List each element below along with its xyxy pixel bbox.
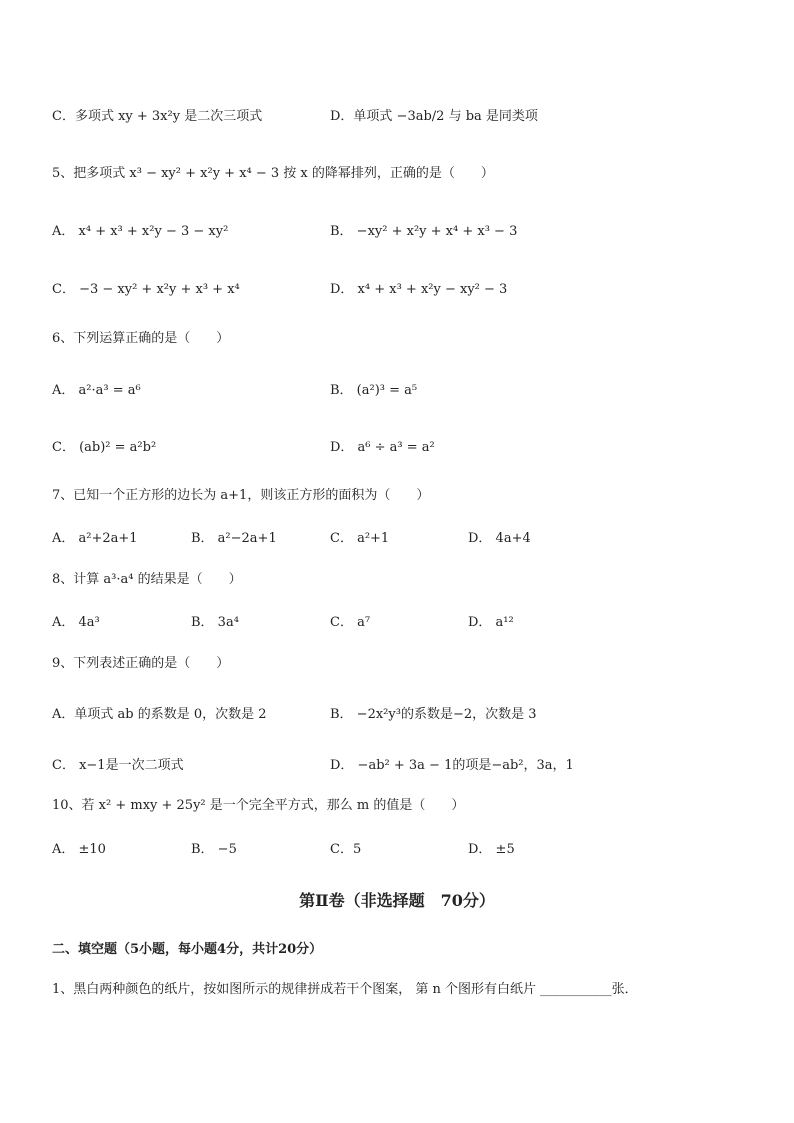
q6-option-d: D． a⁶ ÷ a³ = a² — [330, 440, 435, 455]
q10-option-b: B． −5 — [191, 842, 237, 857]
q7-option-a: A． a²+2a+1 — [52, 531, 138, 546]
q5-option-b: B． −xy² + x²y + x⁴ + x³ − 3 — [330, 224, 518, 239]
q5-option-d: D． x⁴ + x³ + x²y − xy² − 3 — [330, 282, 508, 297]
q4-option-d: D．单项式 −3ab/2 与 ba 是同类项 — [330, 109, 538, 124]
q7-option-d: D． 4a+4 — [468, 531, 531, 546]
q10-option-d: D． ±5 — [468, 842, 515, 857]
q5-option-c: C． −3 − xy² + x²y + x³ + x⁴ — [52, 282, 240, 297]
part-2-title: 第Ⅱ卷（非选择题 70分） — [299, 891, 495, 910]
q8-option-b: B． 3a⁴ — [191, 615, 239, 630]
q7-stem: 7、已知一个正方形的边长为 a+1，则该正方形的面积为（ ） — [52, 488, 430, 503]
q10-option-a: A． ±10 — [52, 842, 106, 857]
q10-stem: 10、若 x² + mxy + 25y² 是一个完全平方式，那么 m 的值是（ ） — [52, 798, 465, 813]
q9-stem: 9、下列表述正确的是（ ） — [52, 656, 230, 671]
q9-option-c: C． x−1是一次二项式 — [52, 758, 184, 773]
q9-option-d: D． −ab² + 3a − 1的项是−ab²，3a，1 — [330, 758, 574, 773]
q6-option-b: B． (a²)³ = a⁵ — [330, 383, 418, 398]
q8-option-a: A． 4a³ — [52, 615, 100, 630]
q5-option-a: A． x⁴ + x³ + x²y − 3 − xy² — [52, 224, 229, 239]
q10-option-c: C．5 — [330, 842, 362, 857]
q8-option-d: D． a¹² — [468, 615, 514, 630]
q5-stem: 5、把多项式 x³ − xy² + x²y + x⁴ − 3 按 x 的降幂排列，正确的是（ ） — [52, 166, 494, 181]
fill-in-section-heading: 二、填空题（5小题，每小题4分，共计20分） — [52, 942, 323, 957]
q8-stem: 8、计算 a³·a⁴ 的结果是（ ） — [52, 572, 242, 587]
q6-option-a: A． a²·a³ = a⁶ — [52, 383, 141, 398]
q7-option-b: B． a²−2a+1 — [191, 531, 277, 546]
q8-option-c: C． a⁷ — [330, 615, 371, 630]
q6-stem: 6、下列运算正确的是（ ） — [52, 331, 230, 346]
q9-option-b: B． −2x²y³的系数是−2，次数是 3 — [330, 707, 537, 722]
fill-in-question-1: 1、黑白两种颜色的纸片，按如图所示的规律拼成若干个图案， 第 n 个图形有白纸片 ___________张． — [52, 982, 638, 997]
q7-option-c: C． a²+1 — [330, 531, 390, 546]
q6-option-c: C． (ab)² = a²b² — [52, 440, 157, 455]
q9-option-a: A．单项式 ab 的系数是 0，次数是 2 — [52, 707, 267, 722]
q4-option-c: C．多项式 xy + 3x²y 是二次三项式 — [52, 109, 263, 124]
